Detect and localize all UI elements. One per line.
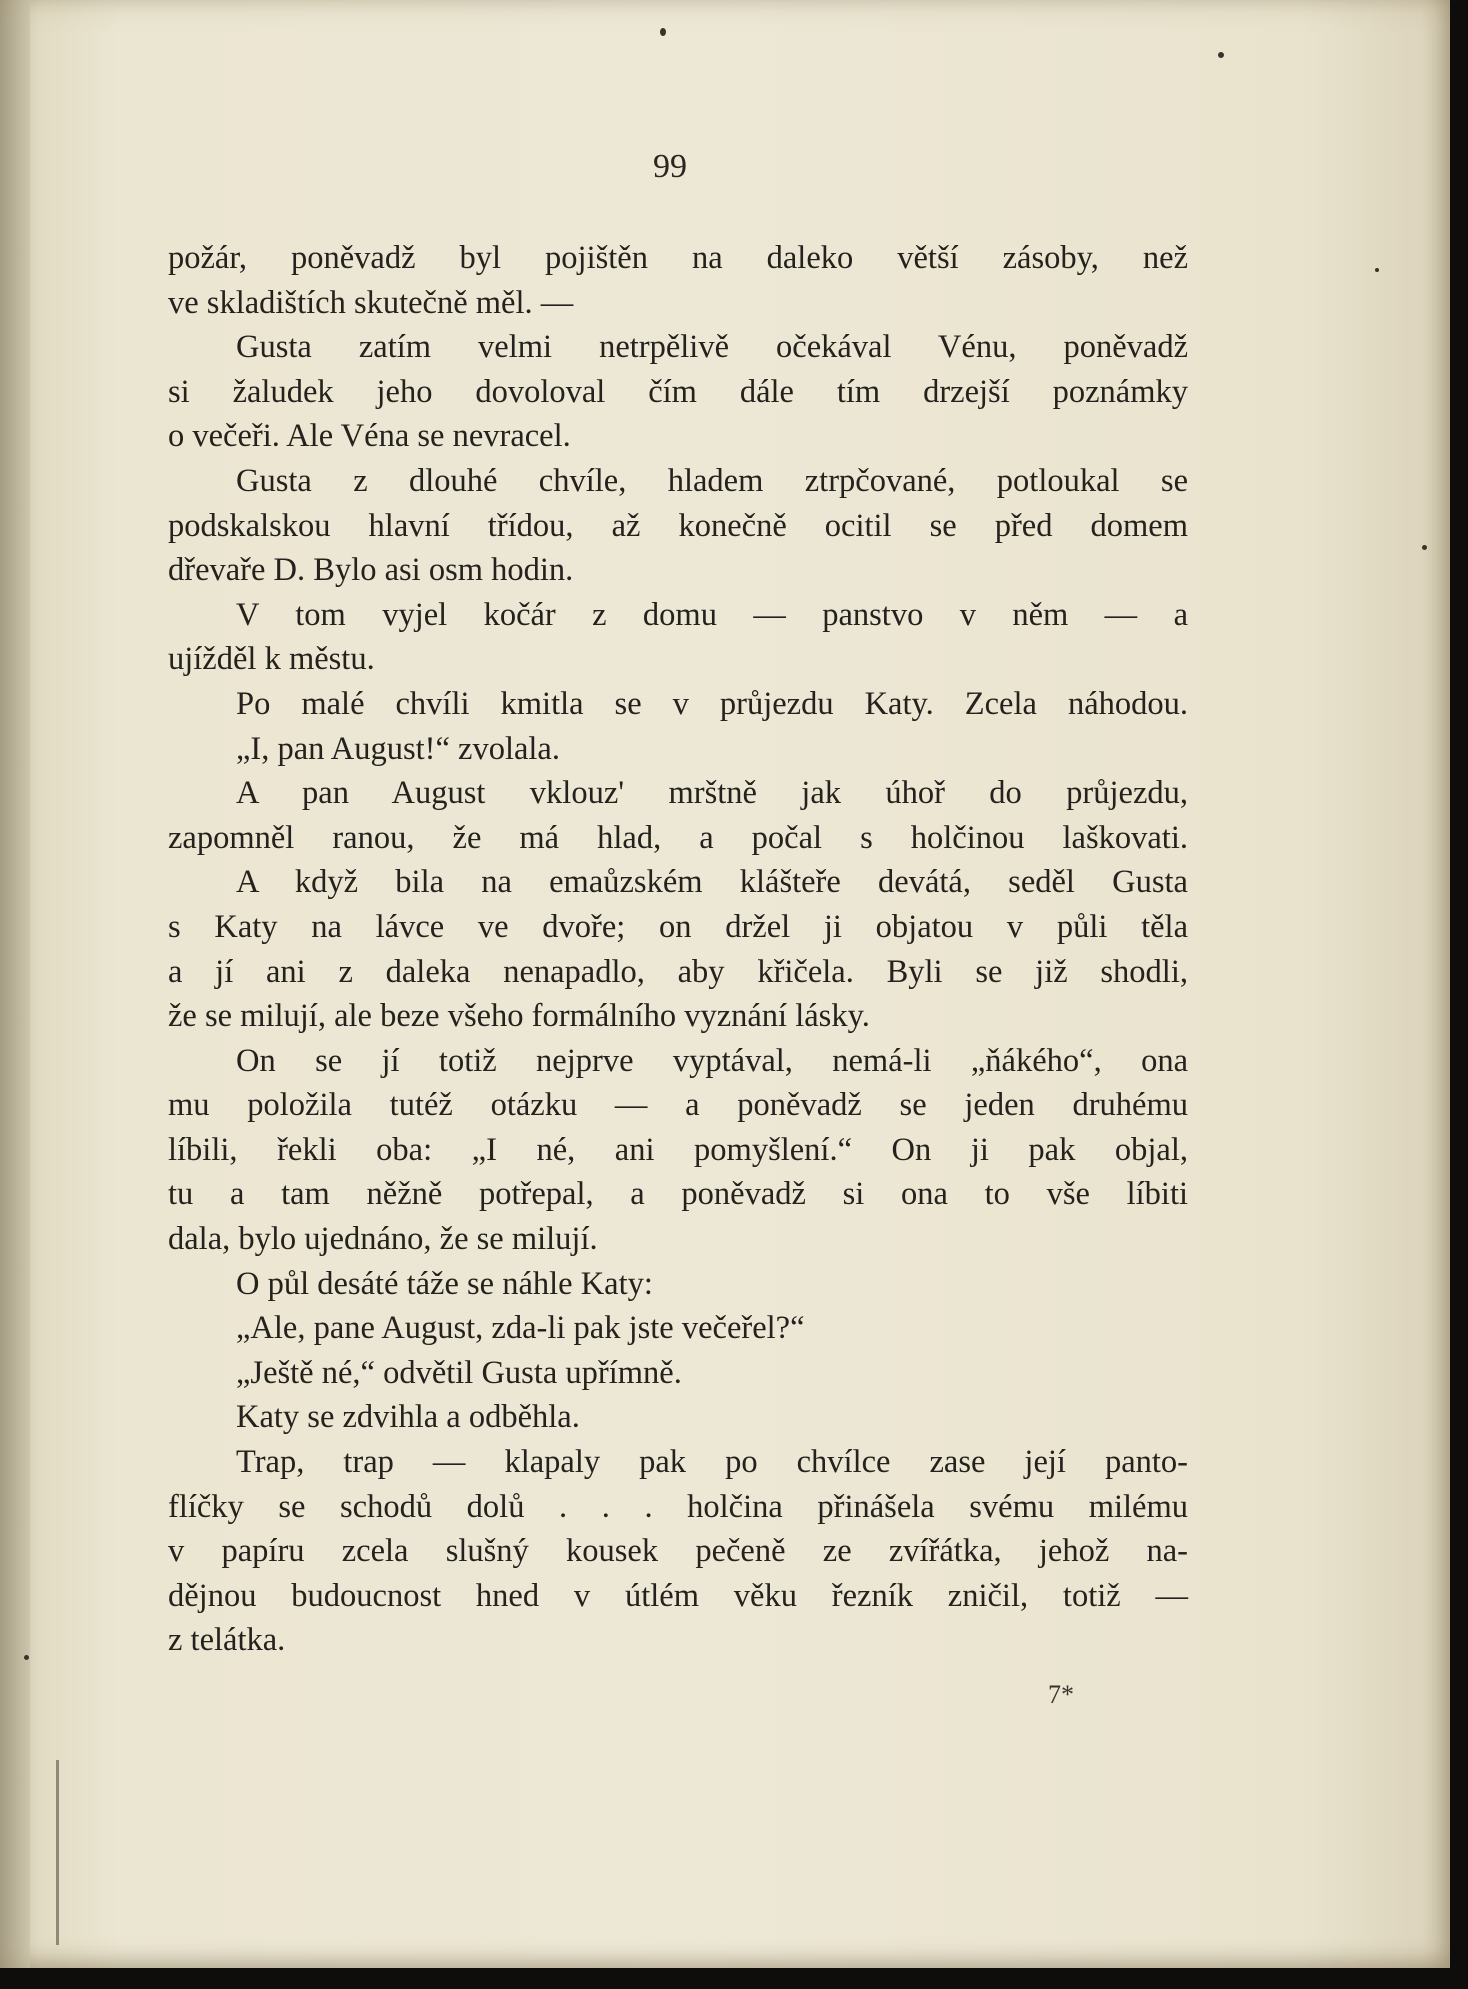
text-line: Po malé chvíli kmitla se v průjezdu Katy. Zcela náhodou. bbox=[236, 685, 1188, 722]
ink-speck bbox=[1218, 52, 1224, 58]
text-line: si žaludek jeho dovoloval čím dále tím drzejší poznámky bbox=[168, 373, 1188, 410]
text-line: „Ale, pane August, zda-li pak jste večeřel?“ bbox=[236, 1310, 805, 1347]
text-line: tu a tam něžně potřepal, a poněvadž si ona to vše líbiti bbox=[168, 1176, 1188, 1213]
text-line: Trap, trap — klapaly pak po chvílce zase její panto- bbox=[236, 1444, 1188, 1481]
text-line: požár, poněvadž byl pojištěn na daleko větší zásoby, než bbox=[168, 240, 1188, 276]
text-line: líbili, řekli oba: „I né, ani pomyšlení.“ On ji pak objal, bbox=[168, 1131, 1188, 1168]
text-line: O půl desáté táže se náhle Katy: bbox=[236, 1265, 653, 1302]
ink-speck bbox=[1422, 545, 1427, 550]
ink-speck bbox=[660, 28, 666, 36]
body-text bbox=[168, 236, 1188, 1663]
text-line: On se jí totiž nejprve vyptával, nemá-li „ňákého“, ona bbox=[236, 1042, 1188, 1079]
ink-speck bbox=[1375, 268, 1379, 272]
text-line: z telátka. bbox=[168, 1622, 286, 1659]
text-line: dřevaře D. Bylo asi osm hodin. bbox=[168, 552, 574, 589]
text-line: „Ještě né,“ odvětil Gusta upřímně. bbox=[236, 1354, 682, 1391]
text-line: dějnou budoucnost hned v útlém věku řezník zničil, totiž — bbox=[168, 1577, 1188, 1614]
text-line: a jí ani z daleka nenapadlo, aby křičela. Byli se již shodli, bbox=[168, 953, 1188, 990]
text-line: A když bila na emaůzském klášteře devátá, seděl Gusta bbox=[236, 864, 1188, 901]
text-line: mu položila tutéž otázku — a poněvadž se jeden druhému bbox=[168, 1087, 1188, 1124]
text-line: dala, bylo ujednáno, že se milují. bbox=[168, 1221, 598, 1258]
text-line: s Katy na lávce ve dvoře; on držel ji objatou v půli těla bbox=[168, 908, 1188, 945]
text-line: Gusta zatím velmi netrpělivě očekával Vénu, poněvadž bbox=[236, 329, 1188, 366]
text-line: ve skladištích skutečně měl. — bbox=[168, 284, 574, 321]
text-line: zapomněl ranou, že má hlad, a počal s holčinou laškovati. bbox=[168, 819, 1188, 856]
text-line: Gusta z dlouhé chvíle, hladem ztrpčované, potloukal se bbox=[236, 462, 1188, 499]
signature-mark: 7* bbox=[1048, 1680, 1074, 1709]
text-line: flíčky se schodů dolů . . . holčina přinášela svému milému bbox=[168, 1488, 1188, 1525]
text-line: v papíru zcela slušný kousek pečeně ze zvířátka, jehož na- bbox=[168, 1533, 1188, 1570]
text-line: „I, pan August!“ zvolala. bbox=[236, 730, 560, 767]
text-line: o večeři. Ale Véna se nevracel. bbox=[168, 418, 571, 455]
ink-speck bbox=[24, 1655, 29, 1660]
text-line: V tom vyjel kočár z domu — panstvo v něm — a bbox=[236, 596, 1188, 633]
page-number: 99 bbox=[653, 148, 687, 185]
page-spine-shadow bbox=[0, 0, 30, 1968]
margin-mark bbox=[56, 1760, 59, 1945]
text-line: že se milují, ale beze všeho formálního vyznání lásky. bbox=[168, 998, 870, 1035]
text-line: Katy se zdvihla a odběhla. bbox=[236, 1399, 580, 1436]
text-line: A pan August vklouz' mrštně jak úhoř do průjezdu, bbox=[236, 775, 1188, 812]
text-line: podskalskou hlavní třídou, až konečně ocitil se před domem bbox=[168, 507, 1188, 544]
text-line: ujížděl k městu. bbox=[168, 641, 375, 678]
